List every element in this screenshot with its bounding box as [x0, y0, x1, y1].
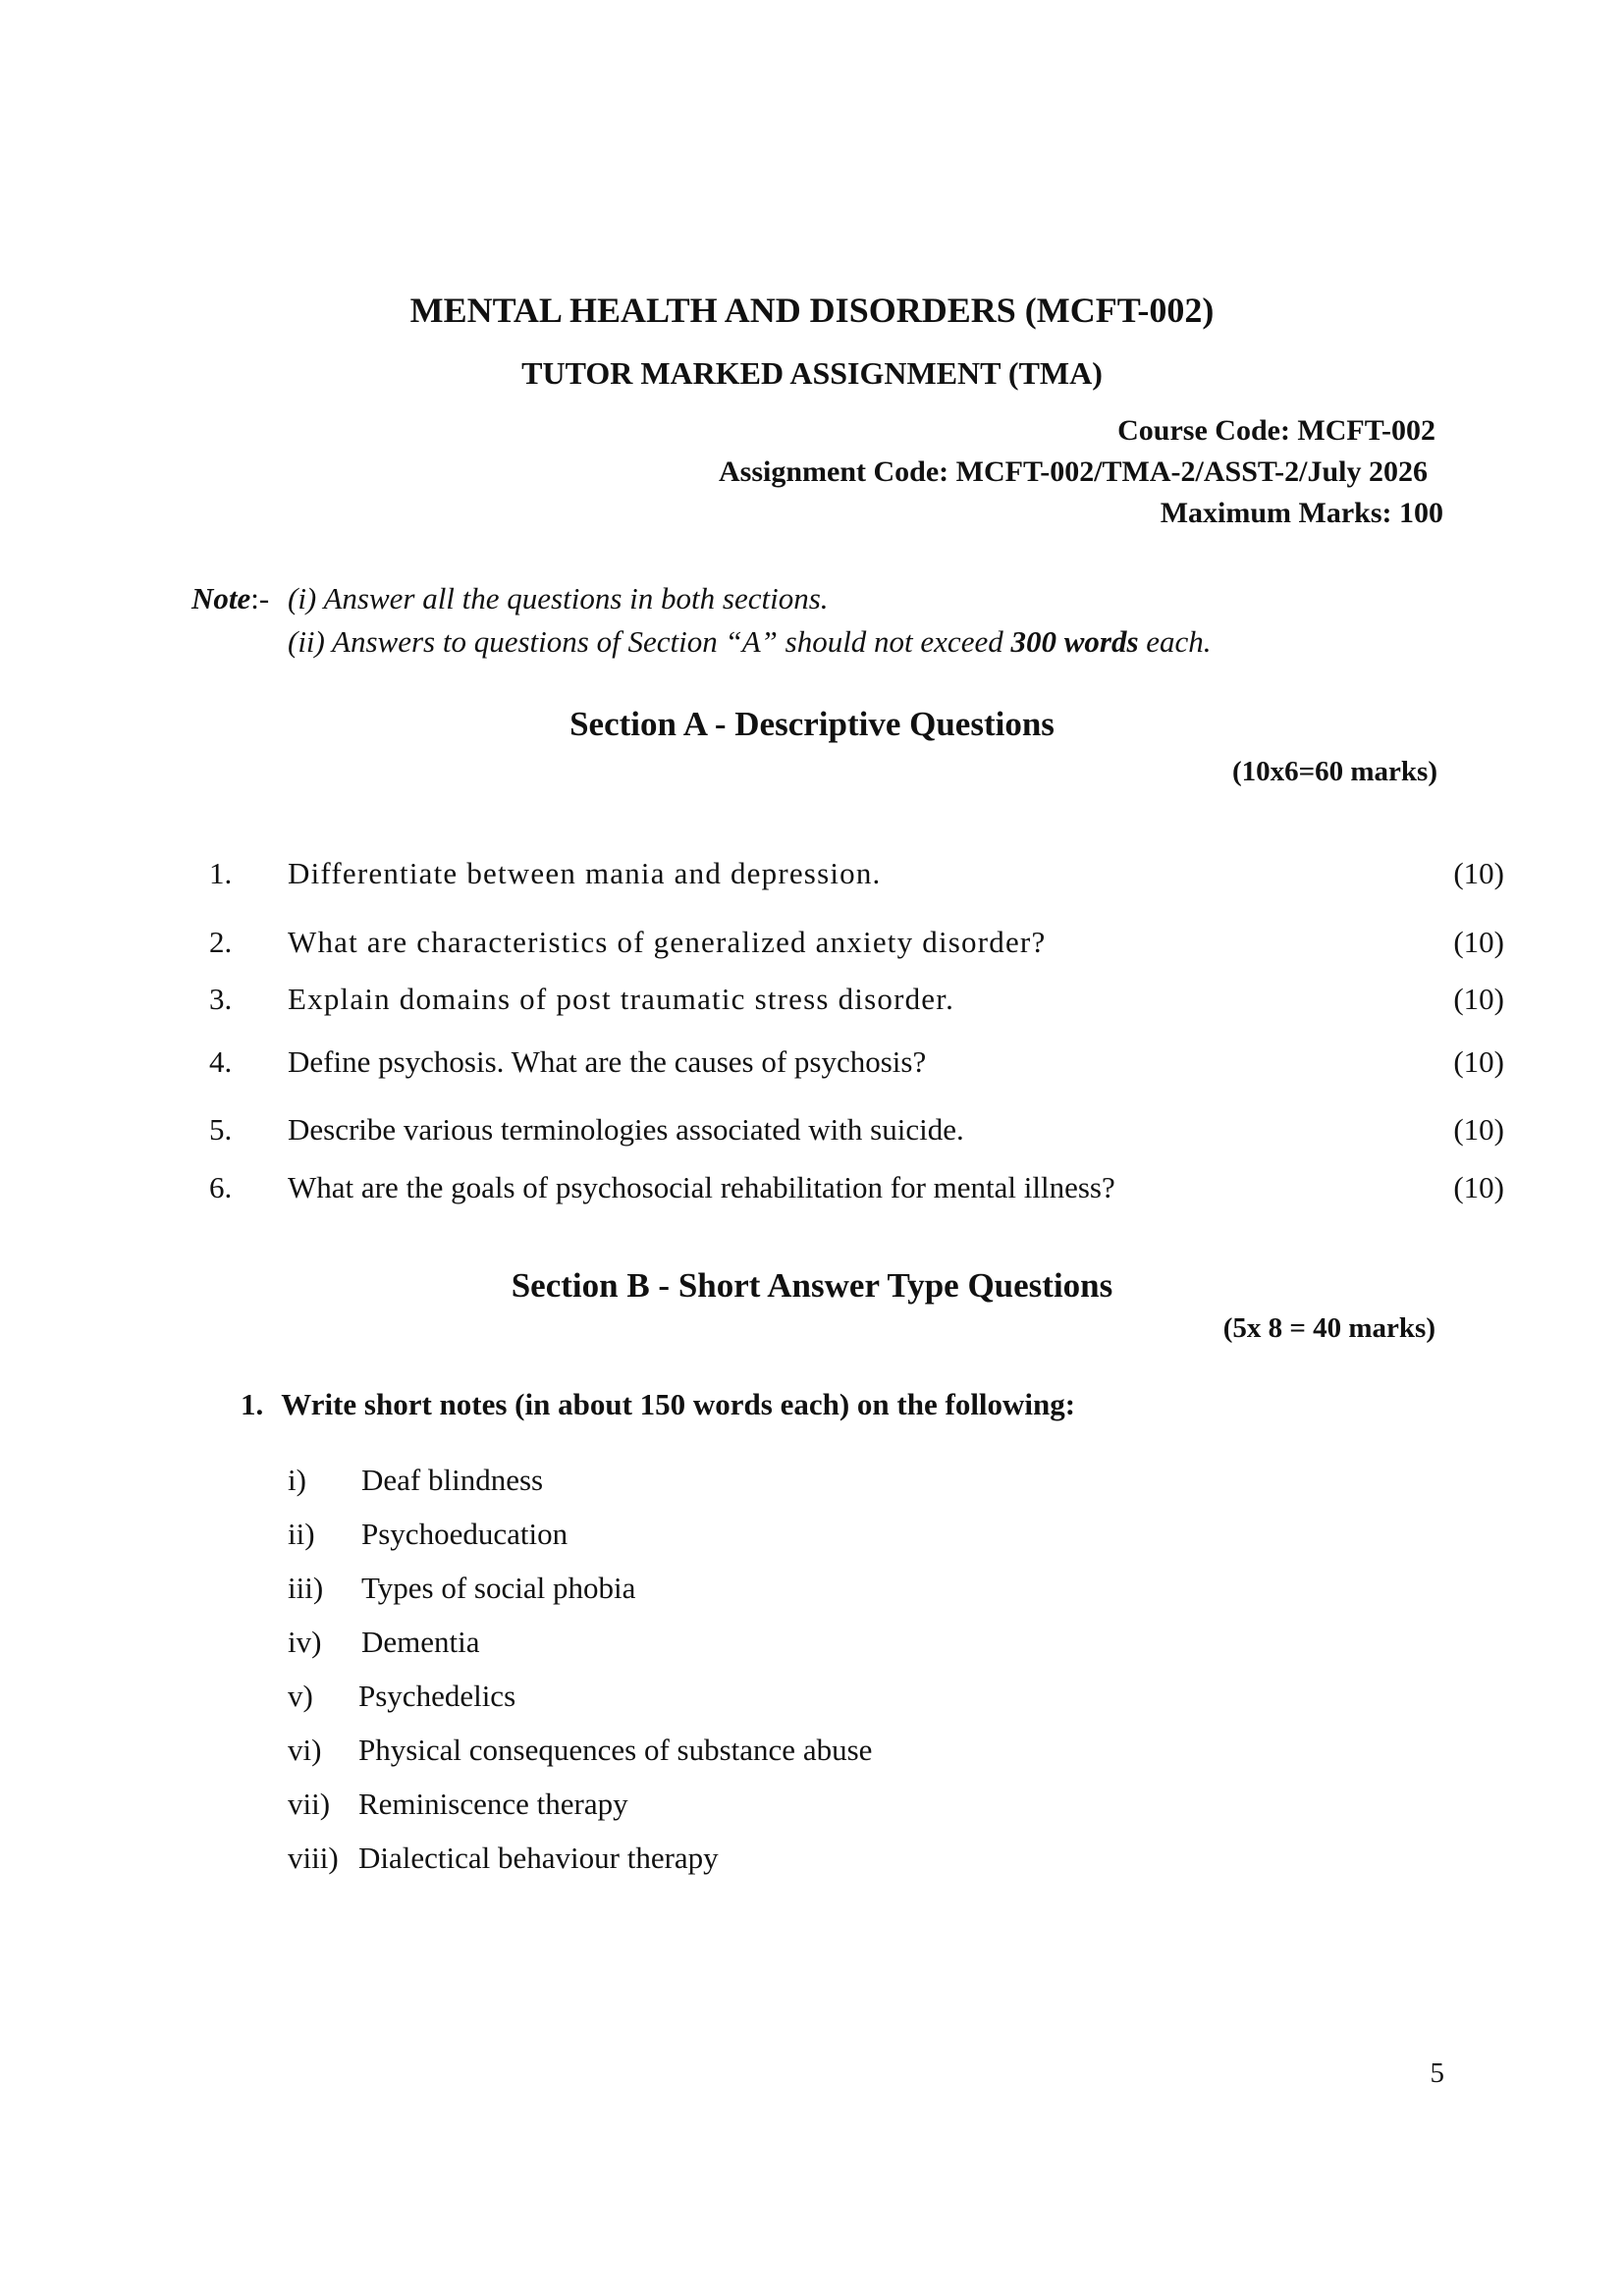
question-marks: (10) [1453, 856, 1504, 890]
question-number: 3. [209, 982, 233, 1016]
section-b-question [241, 1387, 1075, 1422]
sub-item-roman: i) [288, 1463, 306, 1497]
note-label-text: Note [191, 581, 251, 615]
question-number: 2. [209, 925, 233, 959]
sub-item-roman: vii) [288, 1787, 331, 1821]
question-number: 6. [209, 1170, 233, 1204]
sub-item-roman: vi) [288, 1733, 322, 1767]
question-text: Define psychosis. What are the causes of psychosis? [288, 1044, 927, 1079]
sub-item-text: Physical consequences of substance abuse [358, 1733, 873, 1767]
section-b-question-text: Write short notes (in about 150 words each) on the following: [281, 1387, 1076, 1421]
sub-item-roman: iv) [288, 1625, 322, 1659]
assignment-code: Assignment Code: MCFT-002/TMA-2/ASST-2/July 2026 [718, 455, 1428, 488]
sub-item-roman: ii) [288, 1517, 315, 1551]
note-separator: :- [250, 581, 270, 615]
question-number: 5. [209, 1112, 233, 1147]
document-title: MENTAL HEALTH AND DISORDERS (MCFT-002) [409, 291, 1215, 330]
note-label [191, 581, 269, 616]
question-text: Describe various terminologies associated with suicide. [288, 1112, 964, 1147]
section-a-marks: (10x6=60 marks) [1231, 756, 1437, 787]
note-line-2 [288, 624, 1212, 660]
page-number: 5 [1430, 2057, 1444, 2089]
question-marks: (10) [1453, 982, 1504, 1016]
question-marks: (10) [1453, 925, 1504, 959]
question-text: Explain domains of post traumatic stress disorder. [288, 982, 955, 1016]
maximum-marks: Maximum Marks: 100 [1160, 497, 1443, 529]
question-number: 1. [209, 856, 233, 890]
section-b-question-number: 1. [241, 1387, 264, 1421]
sub-item-roman: viii) [288, 1841, 339, 1875]
course-code: Course Code: MCFT-002 [1117, 414, 1435, 447]
sub-item-roman: iii) [288, 1571, 324, 1605]
document-subtitle: TUTOR MARKED ASSIGNMENT (TMA) [521, 355, 1103, 391]
section-b-marks: (5x 8 = 40 marks) [1222, 1312, 1435, 1344]
section-b-heading: Section B - Short Answer Type Questions [511, 1266, 1113, 1305]
note-word-limit: 300 words [1010, 624, 1139, 659]
sub-item-text: Reminiscence therapy [358, 1787, 628, 1821]
question-number: 4. [209, 1044, 233, 1079]
sub-item-text: Types of social phobia [361, 1571, 636, 1605]
note-line-2-post: each. [1138, 624, 1212, 659]
sub-item-text: Deaf blindness [361, 1463, 544, 1497]
sub-item-text: Psychoeducation [361, 1517, 568, 1551]
question-marks: (10) [1453, 1170, 1504, 1204]
note-line-1: (i) Answer all the questions in both sections. [288, 581, 829, 615]
sub-item-roman: v) [288, 1679, 313, 1713]
section-a-heading: Section A - Descriptive Questions [569, 705, 1055, 743]
question-text: What are characteristics of generalized anxiety disorder? [288, 925, 1047, 959]
sub-item-text: Dementia [361, 1625, 480, 1659]
question-marks: (10) [1453, 1044, 1504, 1079]
question-marks: (10) [1453, 1112, 1504, 1147]
sub-item-text: Dialectical behaviour therapy [358, 1841, 719, 1875]
sub-item-text: Psychedelics [358, 1679, 516, 1713]
note-line-2-pre: (ii) Answers to questions of Section “A” should not exceed [288, 624, 1011, 659]
question-text: What are the goals of psychosocial rehabilitation for mental illness? [288, 1170, 1115, 1204]
question-text: Differentiate between mania and depression. [288, 856, 882, 890]
